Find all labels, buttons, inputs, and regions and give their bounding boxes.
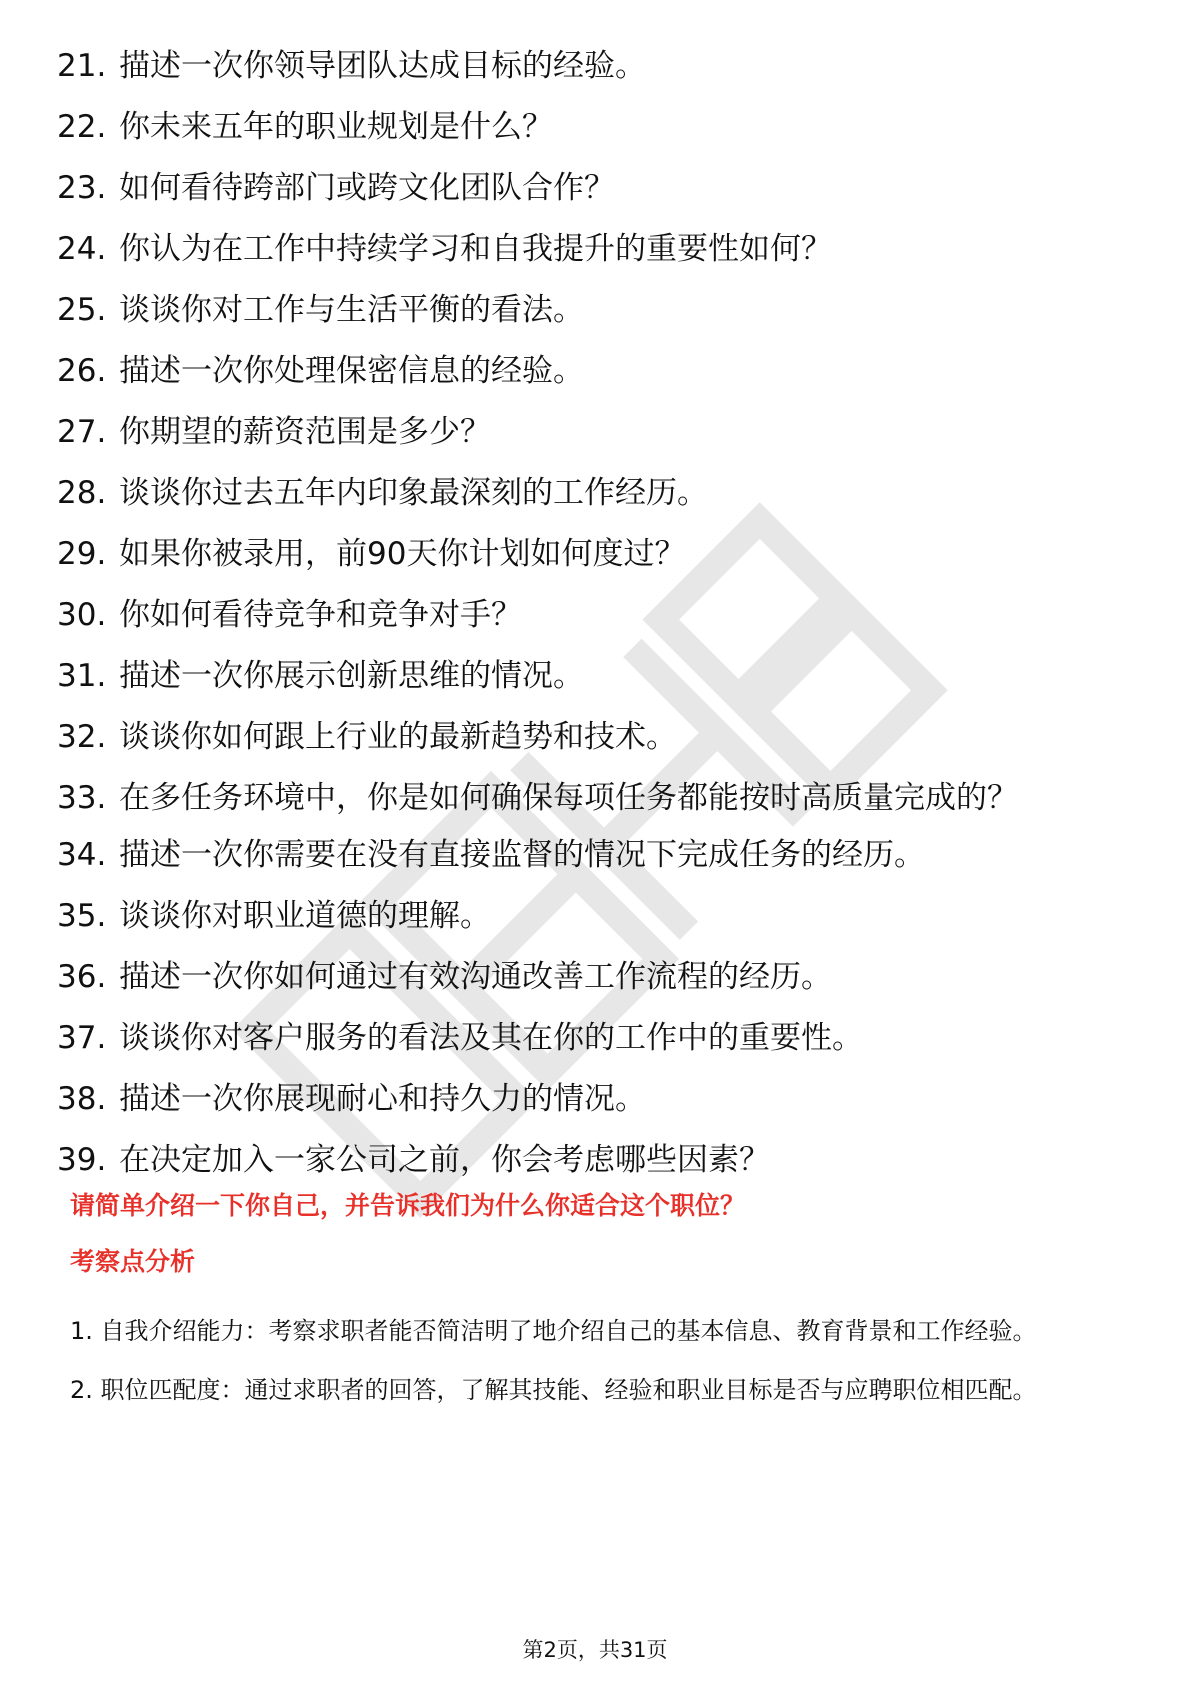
question-text: 谈谈你对客户服务的看法及其在你的工作中的重要性。 <box>119 1020 863 1056</box>
question-item <box>57 532 1117 576</box>
analysis-point: 2. 职位匹配度：通过求职者的回答，了解其技能、经验和职业目标是否与应聘职位相匹配。 <box>70 1376 1037 1404</box>
question-text: 描述一次你展示创新思维的情况。 <box>119 658 584 694</box>
question-text: 谈谈你过去五年内印象最深刻的工作经历。 <box>119 475 708 511</box>
question-number: 28. <box>57 475 107 511</box>
question-text: 描述一次你领导团队达成目标的经验。 <box>119 48 646 84</box>
question-number: 25. <box>57 292 107 328</box>
question-text: 谈谈你对工作与生活平衡的看法。 <box>119 292 584 328</box>
question-text: 谈谈你对职业道德的理解。 <box>119 898 491 934</box>
question-text: 谈谈你如何跟上行业的最新趋势和技术。 <box>119 719 677 755</box>
question-item <box>57 776 1117 820</box>
question-number: 39. <box>57 1142 107 1178</box>
question-item <box>57 894 1117 938</box>
question-number: 23. <box>57 170 107 206</box>
question-number: 37. <box>57 1020 107 1056</box>
question-text: 描述一次你处理保密信息的经验。 <box>119 353 584 389</box>
question-text: 描述一次你展现耐心和持久力的情况。 <box>119 1081 646 1117</box>
question-number: 24. <box>57 231 107 267</box>
question-item <box>57 166 1117 210</box>
analysis-heading: 考察点分析 <box>70 1247 196 1276</box>
question-item <box>57 1077 1117 1121</box>
question-item <box>57 833 1117 877</box>
question-item <box>57 471 1117 515</box>
question-number: 33. <box>57 780 107 816</box>
question-item <box>57 593 1117 637</box>
question-number: 35. <box>57 898 107 934</box>
question-text: 你未来五年的职业规划是什么？ <box>119 109 553 145</box>
question-text: 你如何看待竞争和竞争对手？ <box>119 597 522 633</box>
question-number: 31. <box>57 658 107 694</box>
question-number: 22. <box>57 109 107 145</box>
question-text: 如何看待跨部门或跨文化团队合作？ <box>119 170 615 206</box>
question-number: 27. <box>57 414 107 450</box>
question-item <box>57 1138 1117 1182</box>
question-number: 34. <box>57 837 107 873</box>
question-number: 29. <box>57 536 107 572</box>
question-item <box>57 654 1117 698</box>
question-number: 26. <box>57 353 107 389</box>
question-item <box>57 288 1117 332</box>
analysis-list <box>70 1302 1120 1420</box>
question-item <box>57 105 1117 149</box>
question-number: 36. <box>57 959 107 995</box>
question-number: 32. <box>57 719 107 755</box>
question-number: 21. <box>57 48 107 84</box>
question-text: 你认为在工作中持续学习和自我提升的重要性如何？ <box>119 231 832 267</box>
question-item <box>57 1016 1117 1060</box>
question-item <box>57 715 1117 759</box>
question-number: 38. <box>57 1081 107 1117</box>
question-item <box>57 44 1117 88</box>
question-number: 30. <box>57 597 107 633</box>
question-text: 如果你被录用，前90天你计划如何度过？ <box>119 536 686 572</box>
question-list <box>57 44 1117 1199</box>
highlight-question: 请简单介绍一下你自己，并告诉我们为什么你适合这个职位？ <box>70 1191 746 1220</box>
question-item <box>57 410 1117 454</box>
question-text: 描述一次你如何通过有效沟通改善工作流程的经历。 <box>119 959 832 995</box>
question-text: 描述一次你需要在没有直接监督的情况下完成任务的经历。 <box>119 837 925 873</box>
page-footer: 第2页，共31页 <box>522 1638 668 1662</box>
question-item <box>57 227 1117 271</box>
question-item <box>57 955 1117 999</box>
analysis-point: 1. 自我介绍能力：考察求职者能否简洁明了地介绍自己的基本信息、教育背景和工作经验。 <box>70 1317 1037 1345</box>
question-text: 在决定加入一家公司之前，你会考虑哪些因素？ <box>119 1142 770 1178</box>
question-item <box>57 349 1117 393</box>
question-text: 在多任务环境中，你是如何确保每项任务都能按时高质量完成的？ <box>119 780 1018 816</box>
question-text: 你期望的薪资范围是多少？ <box>119 414 491 450</box>
